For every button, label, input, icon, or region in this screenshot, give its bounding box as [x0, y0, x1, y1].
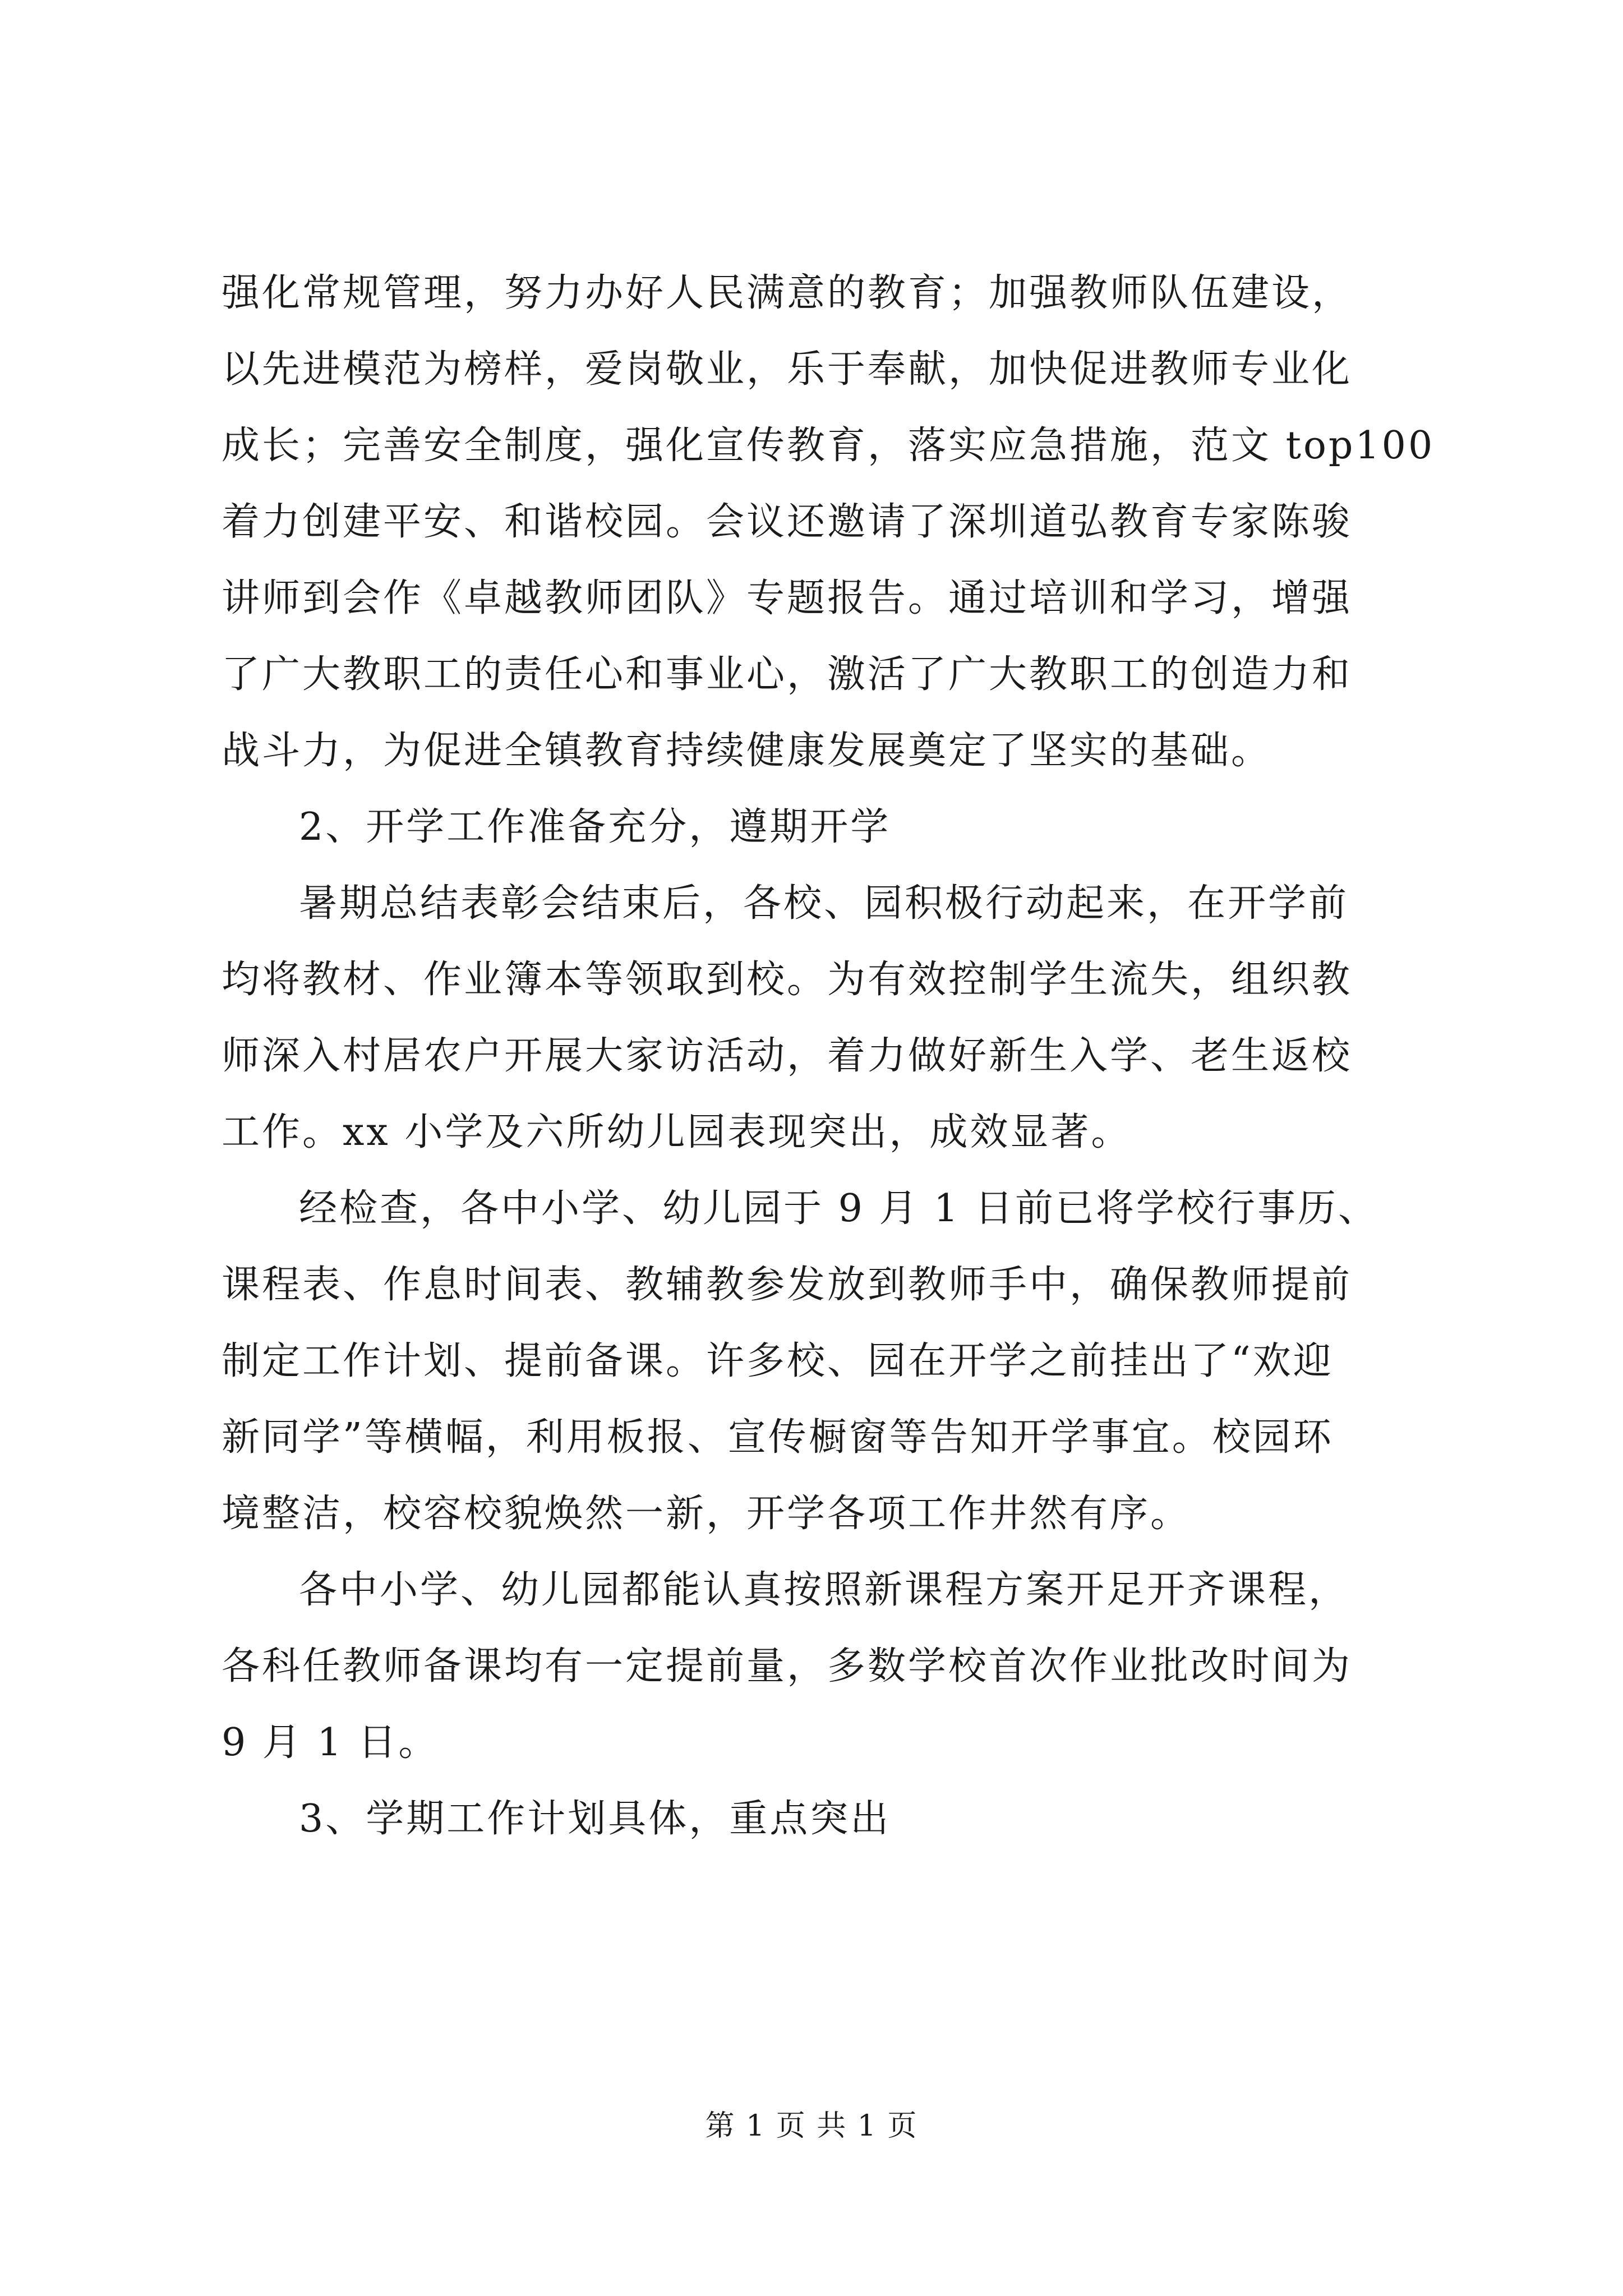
body-line: 制定工作计划、提前备课。许多校、园在开学之前挂出了“欢迎 [222, 1339, 1334, 1383]
body-line: 工作。xx 小学及六所幼儿园表现突出，成效显著。 [222, 1110, 1132, 1154]
body-line: 着力创建平安、和谐校园。会议还邀请了深圳道弘教育专家陈骏 [222, 500, 1353, 544]
section-heading: 3、学期工作计划具体，重点突出 [299, 1797, 891, 1841]
paragraph-first-line: 暑期总结表彰会结束后，各校、园积极行动起来，在开学前 [299, 881, 1349, 926]
paragraph-first-line: 经检查，各中小学、幼儿园于 9 月 1 日前已将学校行事历、 [299, 1186, 1378, 1231]
document-body [222, 255, 1433, 1857]
body-line: 新同学”等横幅，利用板报、宣传橱窗等告知开学事宜。校园环 [222, 1415, 1334, 1460]
body-line: 境整洁，校容校貌焕然一新，开学各项工作井然有序。 [222, 1492, 1191, 1536]
paragraph-first-line: 各中小学、幼儿园都能认真按照新课程方案开足开齐课程， [299, 1568, 1349, 1612]
page-footer [0, 2109, 1623, 2143]
section-heading: 2、开学工作准备充分，遵期开学 [299, 805, 891, 849]
body-line: 了广大教职工的责任心和事业心，激活了广大教职工的创造力和 [222, 652, 1353, 697]
body-line: 课程表、作息时间表、教辅教参发放到教师手中，确保教师提前 [222, 1263, 1353, 1307]
page-number-label: 第 1 页 共 1 页 [705, 2109, 918, 2143]
body-line: 均将教材、作业簿本等领取到校。为有效控制学生流失，组织教 [222, 958, 1353, 1002]
body-line: 战斗力，为促进全镇教育持续健康发展奠定了坚实的基础。 [222, 729, 1272, 773]
body-line: 9 月 1 日。 [222, 1720, 439, 1765]
body-line: 师深入村居农户开展大家访活动，着力做好新生入学、老生返校 [222, 1034, 1353, 1078]
body-line: 各科任教师备课均有一定提前量，多数学校首次作业批改时间为 [222, 1644, 1353, 1688]
body-line: 讲师到会作《卓越教师团队》专题报告。通过培训和学习，增强 [222, 576, 1353, 620]
body-line: 以先进模范为榜样，爱岗敬业，乐于奉献，加快促进教师专业化 [222, 347, 1353, 392]
body-line: 强化常规管理，努力办好人民满意的教育；加强教师队伍建设， [222, 271, 1353, 315]
body-line: 成长；完善安全制度，强化宣传教育，落实应急措施，范文 top100 [222, 424, 1435, 468]
